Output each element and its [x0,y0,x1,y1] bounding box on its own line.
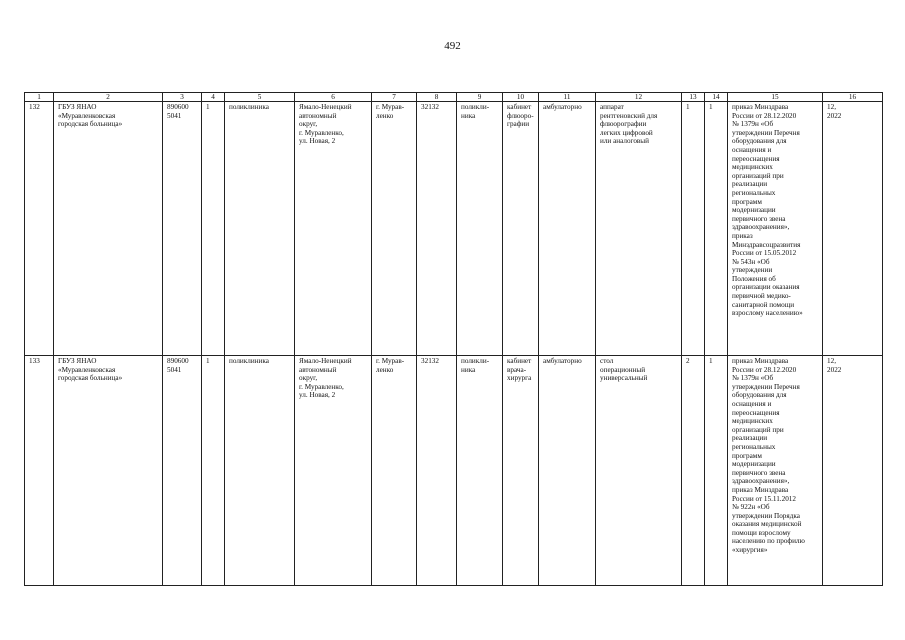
regulation-cell [728,102,823,356]
inn-cell [163,356,202,586]
column-header: 1 [25,93,54,102]
cabinet-cell [503,102,539,356]
address-cell [295,356,372,586]
cell-text: 890600 5041 [167,103,189,120]
column-header: 12 [596,93,682,102]
cell-text: кабинет флюоро- графии [507,103,534,129]
period-cell [823,102,883,356]
unit-type-cell [225,102,295,356]
care-form-cell [539,102,596,356]
column-header: 10 [503,93,539,102]
cell-text: 1 [686,103,690,111]
cell-text: поликли- ника [461,103,490,120]
equipment-table [24,92,883,586]
address-cell [295,102,372,356]
organization-cell [54,102,163,356]
cell-text: Ямало-Ненецкий автономный округ, г. Муравленко, ул. Новая, 2 [299,357,352,400]
department-cell [457,356,503,586]
cell-text: 132 [29,103,40,111]
cell-text: 32132 [421,103,439,111]
quantity-cell [682,356,705,586]
quantity-cell [705,102,728,356]
column-header: 5 [225,93,295,102]
column-header: 15 [728,93,823,102]
column-header: 2 [54,93,163,102]
column-header: 4 [202,93,225,102]
city-cell [372,356,417,586]
cell-text: 133 [29,357,40,365]
inn-cell [163,102,202,356]
care-form-cell [539,356,596,586]
cell-text: поликлиника [229,357,269,365]
count-cell [202,102,225,356]
cell-text: 12, 2022 [827,103,842,120]
equipment-cell [596,356,682,586]
column-header: 7 [372,93,417,102]
cell-text: 1 [709,103,713,111]
column-header: 14 [705,93,728,102]
cell-text: Ямало-Ненецкий автономный округ, г. Муравленко, ул. Новая, 2 [299,103,352,146]
column-header: 3 [163,93,202,102]
column-header: 16 [823,93,883,102]
cell-text: г. Мурав- ленко [376,103,405,120]
cell-text: 1 [206,357,210,365]
organization-cell [54,356,163,586]
period-cell [823,356,883,586]
column-header: 8 [417,93,457,102]
cell-text: 1 [709,357,713,365]
count-cell [202,356,225,586]
cell-text: амбулаторно [543,103,582,111]
quantity-cell [682,102,705,356]
cell-text: г. Мурав- ленко [376,357,405,374]
header-row [25,93,883,102]
cell-text: 32132 [421,357,439,365]
department-cell [457,102,503,356]
cell-text: ГБУЗ ЯНАО «Муравленковская городская больница» [58,357,123,383]
cell-text: 1 [206,103,210,111]
cell-text: амбулаторно [543,357,582,365]
unit-type-cell [225,356,295,586]
cabinet-cell [503,356,539,586]
equipment-cell [596,102,682,356]
cell-text: поликли- ника [461,357,490,374]
column-header: 9 [457,93,503,102]
code-cell [417,102,457,356]
cell-text: аппарат рентгеновский для флюорографии легких цифровой или аналоговый [600,103,658,146]
code-cell [417,356,457,586]
row-number-cell [25,102,54,356]
cell-text: 12, 2022 [827,357,842,374]
page-number: 492 [444,40,461,52]
cell-text: приказ Минздрава России от 28.12.2020 № 1379н «Об утверждении Перечня оборудования для оснащения и переоснащения медицинских организаций при реализации региональных программ модернизации первичного звена здравоохранения», приказ Минздравсоцразвития России от 15.05.2012 № 543н «Об утверждении Положения об организации оказания первичной медико- санитарной помощи взрослому населению» [732,103,803,318]
cell-text: 2 [686,357,690,365]
table-row [25,102,883,356]
city-cell [372,102,417,356]
cell-text: кабинет врача- хирурга [507,357,532,383]
row-number-cell [25,356,54,586]
column-header: 6 [295,93,372,102]
cell-text: поликлиника [229,103,269,111]
column-header: 11 [539,93,596,102]
column-header: 13 [682,93,705,102]
regulation-cell [728,356,823,586]
cell-text: 890600 5041 [167,357,189,374]
cell-text: ГБУЗ ЯНАО «Муравленковская городская больница» [58,103,123,129]
quantity-cell [705,356,728,586]
cell-text: стол операционный универсальный [600,357,648,383]
table-row [25,356,883,586]
cell-text: приказ Минздрава России от 28.12.2020 № 1379н «Об утверждении Перечня оборудования для оснащения и переоснащения медицинских организаций при реализации региональных программ модернизации первичного звена здравоохранения», приказ Минздрава России от 15.11.2012 № 922н «Об утверждении Порядка оказания медицинской помощи взрослому населению по профилю «хирургия» [732,357,805,555]
